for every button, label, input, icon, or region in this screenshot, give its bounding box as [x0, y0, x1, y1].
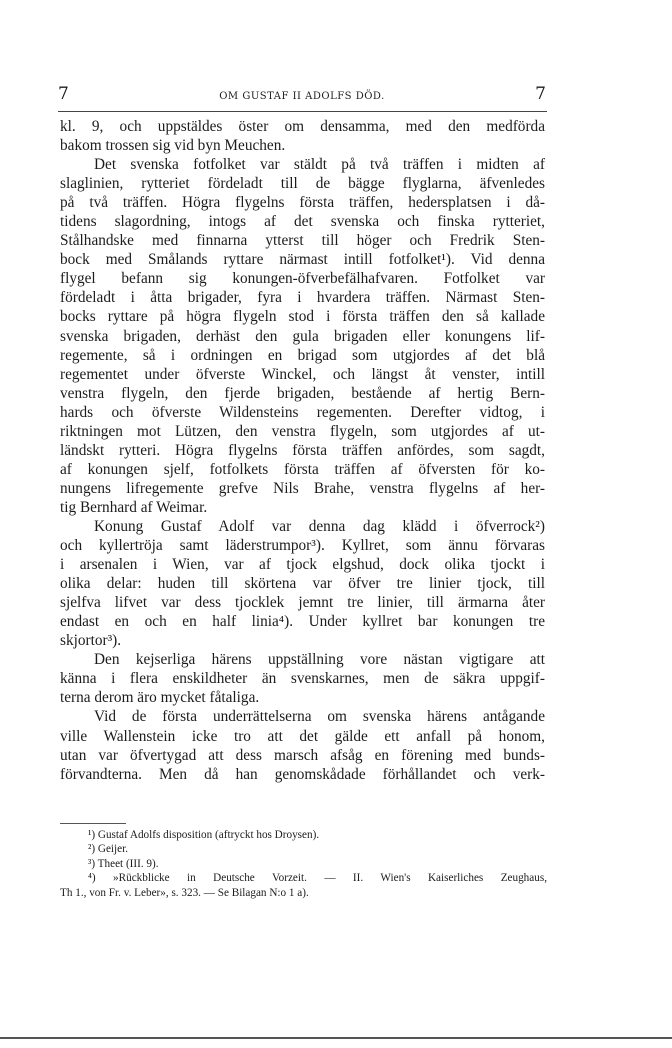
text-line: ländskt rytteri. Högra flygelns första träffen anfördes, som sagdt, [60, 441, 545, 459]
text-line: tig Bernhard af Weimar. [60, 498, 208, 516]
text-line: slaglinien, rytteriet fördeladt till de bägge flyglarna, äfvenledes [60, 175, 545, 193]
text-line: af konungen sjelf, fotfolkets första träffen af öfversten för ko- [60, 460, 545, 478]
text-line: förvandterna. Men då han genomskådade förhållandet och verk- [60, 765, 545, 783]
text-line: flygel befann sig konungen-öfverbefälhafvaren. Fotfolket var [60, 270, 545, 288]
text-line: hards och öfverste Wildensteins regementen. Derefter vidtog, i [60, 403, 545, 421]
text-line: svenska brigaden, derhäst den gula brigaden eller konungens lif- [60, 327, 545, 345]
text-line: känna i flera enskildheter än svenskarnes, men de säkra uppgif- [60, 670, 545, 688]
footnote: ²) Geijer. [88, 843, 129, 856]
running-title: OM GUSTAF II ADOLFS DÖD. [219, 91, 385, 102]
text-line: Den kejserliga härens uppställning vore nästan vigtigare att [94, 651, 545, 669]
text-line: regementet under öfverste Winckel, och längst åt venster, intill [60, 365, 545, 383]
text-line: tidens slagordning, intogs af det svenska och finska rytteriet, [60, 213, 545, 231]
footnote-continuation: Th 1., von Fr. v. Leber», s. 323. — Se Bilagan N:o 1 a). [60, 886, 309, 899]
text-line: olika delar: huden till skörtena var öfver tre linier tjock, till [60, 575, 545, 593]
text-line: kl. 9, och uppstäldes öster om densamma, med den medförda [60, 118, 545, 135]
page-bottom-edge [0, 1037, 672, 1039]
footnote-rule [60, 823, 126, 824]
text-line: bock med Smålands ryttare närmast intill fotfolket¹). Vid denna [60, 251, 545, 269]
text-line: sjelfva lifvet var dess tjocklek jemnt tre linier, till ärmarna åter [60, 594, 545, 612]
text-line: Det svenska fotfolket var stäldt på två träffen i midten af [94, 156, 545, 174]
body-text [60, 117, 545, 784]
footnotes [60, 828, 547, 900]
text-line: fördeladt i åtta brigader, fyra i hvardera träffen. Närmast Sten- [60, 289, 545, 307]
text-line: terna derom äro mycket fåtaliga. [60, 689, 260, 707]
footnote: ¹) Gustaf Adolfs disposition (aftryckt hos Droysen). [88, 829, 320, 841]
text-line: endast en och en half linia⁴). Under kyllret bar konungen tre [60, 613, 545, 631]
text-line: riktningen mot Lützen, den venstra flygeln, som utgjordes af ut- [60, 422, 545, 440]
page-header [58, 84, 546, 106]
text-line: Vid de första underrättelserna om svenska härens antågande [94, 708, 545, 726]
page-number-right: 7 [535, 84, 546, 104]
footnote: ⁴) »Rückblicke in Deutsche Vorzeit. — II. Wien's Kaiserliches Zeughaus, [88, 872, 547, 885]
text-line: venstra flygeln, den fjerde brigaden, bestående af hertig Bern- [60, 384, 545, 402]
text-line: på två träffen. Högra flygelns första träffen, hedersplatsen i då- [60, 194, 545, 212]
text-line: ville Wallenstein icke tro att det gälde ett anfall på honom, [60, 727, 545, 745]
page-number-left: 7 [58, 84, 69, 104]
footnote: ³) Theet (III. 9). [88, 857, 159, 870]
text-line: Stålhandske med finnarna ytterst till höger och Fredrik Sten- [60, 232, 545, 250]
text-line: Konung Gustaf Adolf var denna dag klädd i öfverrock²) [94, 517, 545, 535]
text-line: bocks ryttare på högra flygeln stod i första träffen den så kallade [60, 308, 545, 326]
text-line: och kyllertröja samt läderstrumpor³). Kyllret, som ännu förvaras [60, 537, 545, 555]
text-line: nungens lifregemente grefve Nils Brahe, venstra flygelns af her- [60, 479, 545, 497]
header-rule [58, 111, 547, 112]
text-line: regemente, så i ordningen en brigad som utgjordes af det blå [60, 346, 545, 364]
text-line: i arsenalen i Wien, var af tjock elgshud, dock olika tjockt i [60, 556, 545, 574]
text-line: skjortor³). [60, 632, 122, 650]
text-line: utan var öfvertygad att dess marsch afsåg en förening med bunds- [60, 746, 545, 764]
text-line: bakom trossen sig vid byn Meuchen. [60, 137, 286, 155]
